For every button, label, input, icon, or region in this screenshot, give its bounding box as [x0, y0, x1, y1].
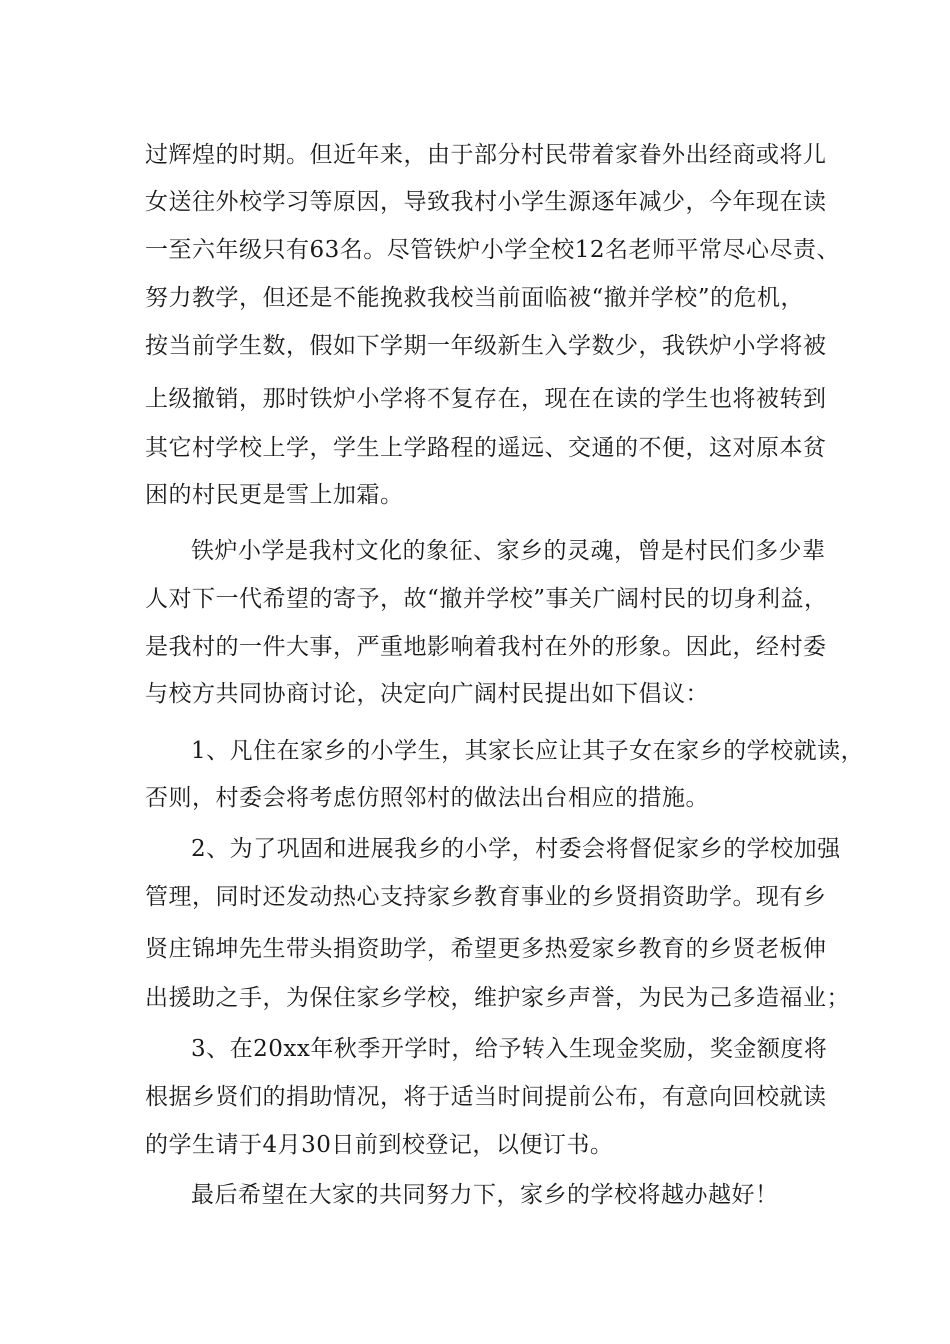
text-line: 其它村学校上学，学生上学路程的遥远、交通的不便，这对原本贫	[145, 435, 827, 461]
text-line: 3、在20xx年秋季开学时，给予转入生现金奖励，奖金额度将	[191, 1036, 828, 1062]
text-line: 2、为了巩固和进展我乡的小学，村委会将督促家乡的学校加强	[191, 836, 841, 862]
text-line: 铁炉小学是我村文化的象征、家乡的灵魂，曾是村民们多少辈	[191, 538, 826, 564]
text-line: 根据乡贤们的捐助情况，将于适当时间提前公布，有意向回校就读	[145, 1084, 827, 1110]
text-line: 是我村的一件大事，严重地影响着我村在外的形象。因此，经村委	[145, 634, 827, 660]
text-line: 一至六年级只有63名。尽管铁炉小学全校12名老师平常尽心尽责、	[145, 237, 841, 263]
text-line: 贤庄锦坤先生带头捐资助学，希望更多热爱家乡教育的乡贤老板伸	[145, 936, 827, 962]
text-line: 上级撤销，那时铁炉小学将不复存在，现在在读的学生也将被转到	[145, 386, 827, 412]
text-line: 按当前学生数，假如下学期一年级新生入学数少，我铁炉小学将被	[145, 333, 827, 359]
text-line: 最后希望在大家的共同努力下，家乡的学校将越办越好！	[191, 1182, 779, 1208]
text-line: 困的村民更是雪上加霜。	[145, 482, 404, 508]
text-line: 否则，村委会将考虑仿照邻村的做法出台相应的措施。	[145, 785, 709, 811]
text-line: 过辉煌的时期。但近年来，由于部分村民带着家眷外出经商或将儿	[145, 142, 827, 168]
text-line: 人对下一代希望的寄予，故“撤并学校”事关广阔村民的切身利益，	[145, 586, 828, 612]
text-line: 管理，同时还发动热心支持家乡教育事业的乡贤捐资助学。现有乡	[145, 884, 827, 910]
text-line: 1、凡住在家乡的小学生，其家长应让其子女在家乡的学校就读，	[191, 738, 865, 764]
text-line: 的学生请于4月30日前到校登记，以便订书。	[145, 1132, 614, 1158]
text-line: 努力教学，但还是不能挽救我校当前面临被“撤并学校”的危机，	[145, 285, 805, 311]
text-line: 女送往外校学习等原因，导致我村小学生源逐年减少，今年现在读	[145, 189, 827, 215]
text-line: 与校方共同协商讨论，决定向广阔村民提出如下倡议：	[145, 681, 709, 707]
text-line: 出援助之手，为保住家乡学校，维护家乡声誉，为民为己多造福业；	[145, 985, 850, 1011]
